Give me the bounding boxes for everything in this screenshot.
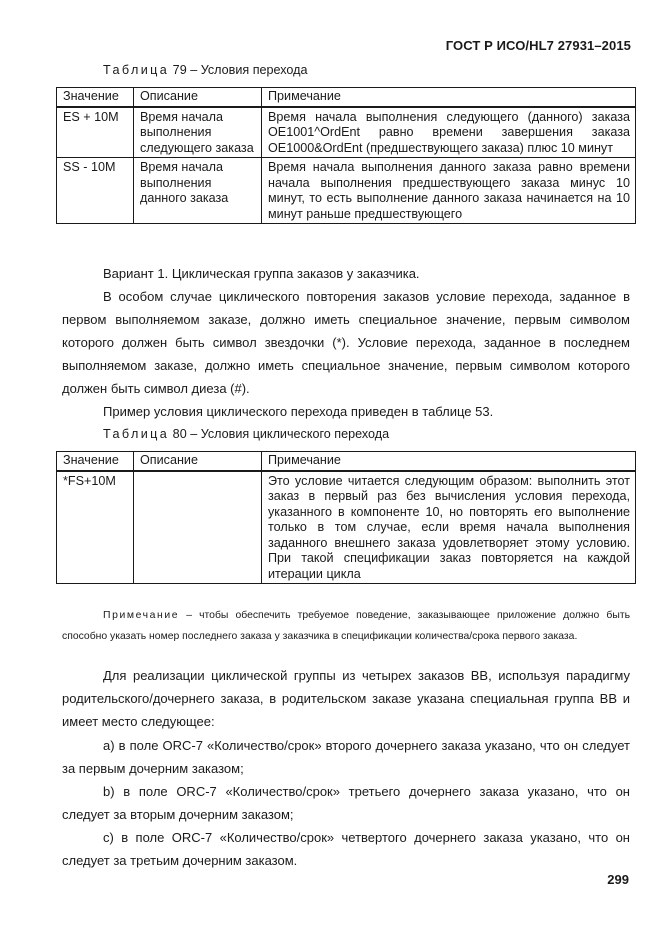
column-header-description: Описание — [134, 452, 262, 471]
table-header-row — [57, 88, 636, 107]
paragraph-special-case: В особом случае циклического повторения заказов условие перехода, заданное в первом выполняемом заказе, должно иметь специальное значение, первым символом которого должен быть символ звездочки (*). Условие перехода, заданное в последнем выполняемом заказе, должно иметь специальное значение, первым символом которого должен быть символ диеза (#). — [62, 289, 630, 396]
list-item-c: c) в поле ORC-7 «Количество/срок» четвертого дочернего заказа указано, что он следует за третьим дочерним заказом. — [62, 830, 630, 868]
table-80-caption — [103, 427, 389, 441]
column-header-note: Примечание — [262, 88, 636, 107]
table-79-caption-title: 79 – Условия перехода — [169, 63, 308, 77]
cell-note: Время начала выполнения данного заказа равно времени начала выполнения предшествующего заказа минус 10 минут, то есть выполнение данного заказа начинается на 10 минут раньше предшествующего — [262, 158, 636, 224]
note-text: – чтобы обеспечить требуемое поведение, заказывающее приложение должно быть способно указать номер последнего заказа у заказчика в спецификации количества/срока первого заказа. — [62, 610, 630, 642]
table-80 — [56, 451, 636, 584]
table-79-caption — [103, 63, 307, 77]
paragraph-variant: Вариант 1. Циклическая группа заказов у заказчика. — [103, 266, 420, 281]
cell-description — [134, 471, 262, 584]
note-label: Примечание — [103, 610, 180, 621]
cell-value: *FS+10M — [57, 471, 134, 584]
list-item-a: a) в поле ORC-7 «Количество/срок» второго дочернего заказа указано, что он следует за первым дочерним заказом; — [62, 738, 630, 776]
cell-note: Это условие читается следующим образом: выполнить этот заказ в первый раз без вычисления условия перехода, указанного в компоненте 10, но повторять его выполнение только в том случае, если время начала выполнения заданного внешнего заказа удовлетворяет этому условию. При такой спецификации заказ повторяется на каждой итерации цикла — [262, 471, 636, 584]
column-header-description: Описание — [134, 88, 262, 107]
cell-description: Время начала выполнения следующего заказа — [134, 107, 262, 158]
cell-description: Время начала выполнения данного заказа — [134, 158, 262, 224]
table-header-row — [57, 452, 636, 471]
table-80-caption-title: 80 – Условия циклического перехода — [169, 427, 390, 441]
cell-value: ES + 10M — [57, 107, 134, 158]
table-80-caption-word: Таблица — [103, 427, 170, 441]
table-row — [57, 107, 636, 158]
table-79 — [56, 87, 636, 224]
table-row — [57, 471, 636, 584]
cell-note: Время начала выполнения следующего (данного) заказа OE1001^OrdEnt равно времени завершения заказа OE1000&OrdEnt (предшествующего заказа) плюс 10 минут — [262, 107, 636, 158]
document-header: ГОСТ Р ИСО/HL7 27931–2015 — [445, 38, 631, 53]
paragraph-intro: Для реализации циклической группы из четырех заказов BB, используя парадигму родительского/дочернего заказа, в родительском заказе указана специальная группа BB и имеет место следующее: — [62, 668, 630, 729]
table-row — [57, 158, 636, 224]
column-header-note: Примечание — [262, 452, 636, 471]
cell-value: SS - 10M — [57, 158, 134, 224]
paragraph-example: Пример условия циклического перехода приведен в таблице 53. — [103, 404, 494, 419]
column-header-value: Значение — [57, 452, 134, 471]
column-header-value: Значение — [57, 88, 134, 107]
table-79-caption-word: Таблица — [103, 63, 170, 77]
page-number: 299 — [607, 872, 629, 887]
note-paragraph — [62, 605, 630, 647]
list-item-b: b) в поле ORC-7 «Количество/срок» третьего дочернего заказа указано, что он следует за вторым дочерним заказом; — [62, 784, 630, 822]
